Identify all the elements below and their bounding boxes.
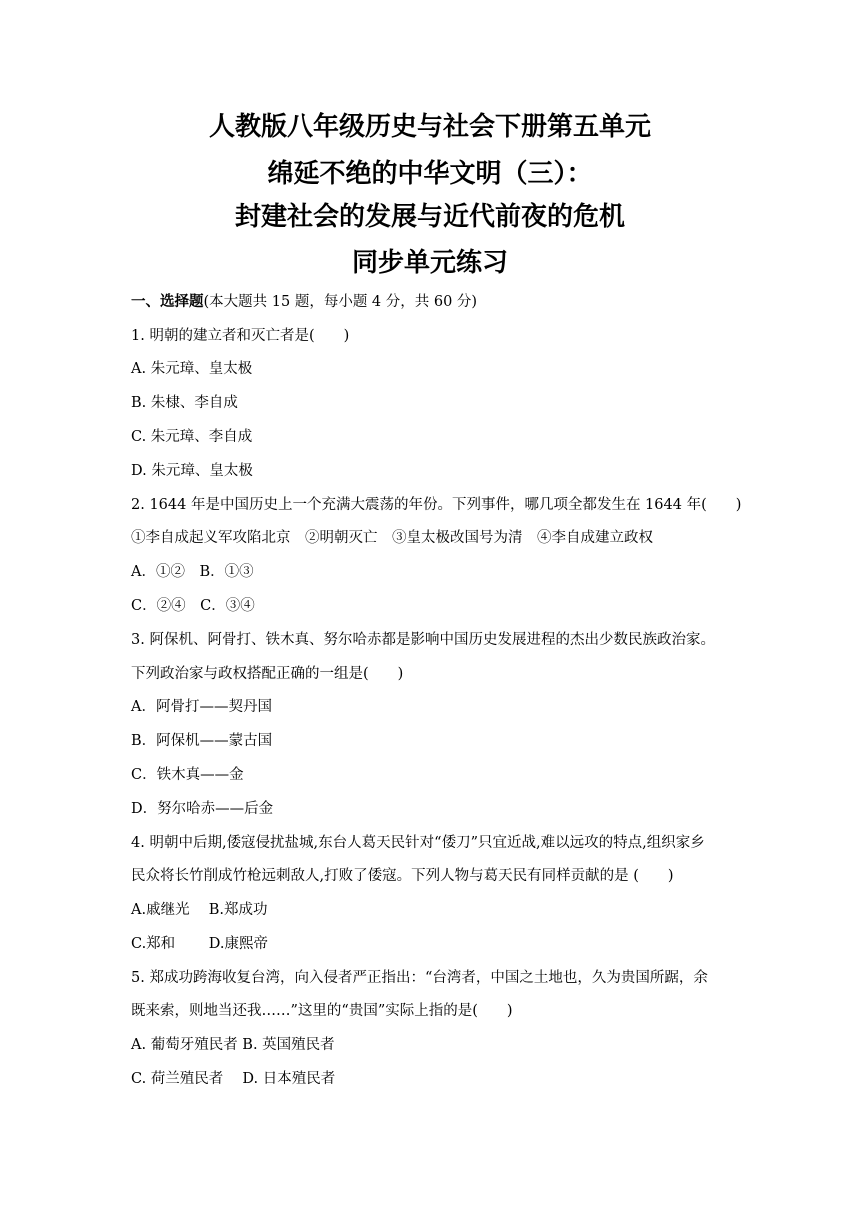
question-4-options-cd: C.郑和 D.康熙帝 bbox=[131, 936, 269, 952]
question-1-stem: 1. 明朝的建立者和灭亡者是( ) bbox=[131, 328, 350, 344]
document-title-line-2: 绵延不绝的中华文明（三）： bbox=[267, 159, 593, 189]
question-4-options-ab: A.戚继光 B.郑成功 bbox=[131, 902, 268, 918]
question-1-option-a: A. 朱元璋、皇太极 bbox=[131, 361, 253, 377]
section-title: 一、选择题 bbox=[131, 293, 204, 310]
question-1-option-c: C. 朱元璋、李自成 bbox=[131, 429, 253, 445]
question-5-options-ab: A. 葡萄牙殖民者 B. 英国殖民者 bbox=[131, 1037, 335, 1053]
question-2-options-cd: C．②④ C．③④ bbox=[131, 598, 255, 614]
document-title-line-1: 人教版八年级历史与社会下册第五单元 bbox=[208, 112, 651, 142]
question-2-events: ①李自成起义军攻陷北京 ②明朝灭亡 ③皇太极改国号为清 ④李自成建立政权 bbox=[131, 530, 653, 546]
question-3-option-c: C．铁木真——金 bbox=[131, 767, 244, 783]
question-3-stem-line-1: 3. 阿保机、阿骨打、铁木真、努尔哈赤都是影响中国历史发展进程的杰出少数民族政治家。 bbox=[131, 632, 715, 648]
question-2-options-ab: A．①② B．①③ bbox=[131, 564, 254, 580]
question-4-stem-line-1: 4. 明朝中后期,倭寇侵扰盐城,东台人葛天民针对“倭刀”只宜近战,难以远攻的特点,组织家乡 bbox=[131, 835, 705, 851]
document-title-line-4: 同步单元练习 bbox=[351, 248, 508, 278]
question-3-option-b: B．阿保机——蒙古国 bbox=[131, 733, 273, 749]
question-3-stem-line-2: 下列政治家与政权搭配正确的一组是( ) bbox=[131, 666, 404, 682]
section-heading bbox=[131, 292, 477, 312]
question-2-stem: 2. 1644 年是中国历史上一个充满大震荡的年份。下列事件，哪几项全都发生在 1644 年( ) bbox=[131, 497, 742, 513]
question-5-stem-line-2: 既来索，则地当还我……”这里的“贵国”实际上指的是( ) bbox=[131, 1003, 513, 1019]
question-5-stem-line-1: 5. 郑成功跨海收复台湾，向入侵者严正指出：“台湾者，中国之土地也，久为贵国所踞，余 bbox=[131, 970, 708, 986]
question-1-option-d: D. 朱元璋、皇太极 bbox=[131, 463, 253, 479]
question-1-option-b: B. 朱棣、李自成 bbox=[131, 395, 238, 411]
document-title-line-3: 封建社会的发展与近代前夜的危机 bbox=[234, 202, 625, 232]
question-3-option-d: D．努尔哈赤——后金 bbox=[131, 801, 274, 817]
question-5-options-cd: C. 荷兰殖民者 D. 日本殖民者 bbox=[131, 1071, 336, 1087]
question-4-stem-line-2: 民众将长竹削成竹枪远刺敌人,打败了倭寇。下列人物与葛天民有同样贡献的是 ( ) bbox=[131, 868, 674, 884]
question-3-option-a: A．阿骨打——契丹国 bbox=[131, 699, 272, 715]
section-note: (本大题共 15 题，每小题 4 分，共 60 分) bbox=[203, 294, 478, 310]
